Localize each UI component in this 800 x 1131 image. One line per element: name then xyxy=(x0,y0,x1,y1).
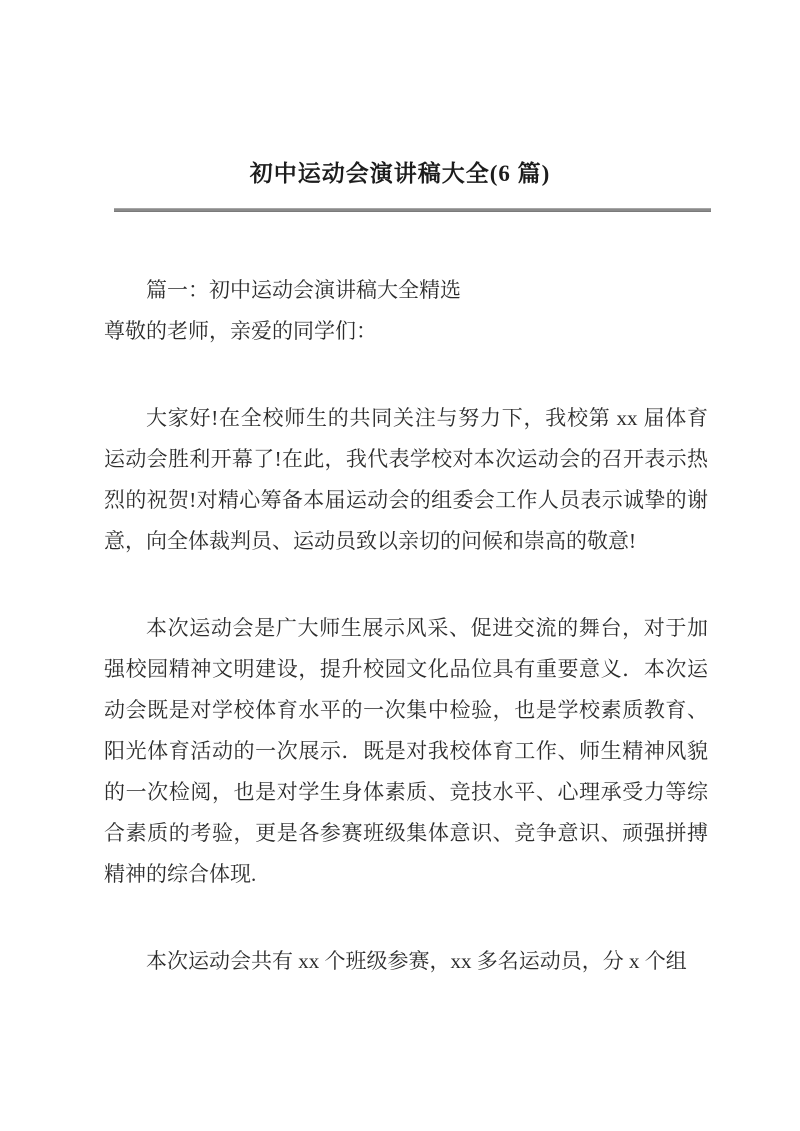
horizontal-rule xyxy=(114,208,711,212)
document-body xyxy=(104,270,708,982)
paragraph-participants: 本次运动会共有 xx 个班级参赛，xx 多名运动员，分 x 个组 xyxy=(146,949,687,973)
paragraph-opening: 大家好!在全校师生的共同关注与努力下，我校第 xx 届体育运动会胜利开幕了!在此，我代表学校对本次运动会的召开表示热烈的祝贺!对精心筹备本届运动会的组委会工作人员表示诚挚的谢意，向全体裁判员、运动员致以亲切的问候和崇高的敬意! xyxy=(104,406,708,553)
salutation-line: 尊敬的老师，亲爱的同学们： xyxy=(104,319,377,343)
paragraph-significance: 本次运动会是广大师生展示风采、促进交流的舞台，对于加强校园精神文明建设，提升校园文化品位具有重要意义．本次运动会既是对学校体育水平的一次集中检验，也是学校素质教育、阳光体育活动的一次展示．既是对我校体育工作、师生精神风貌的一次检阅，也是对学生身体素质、竞技水平、心理承受力等综合素质的考验，更是各参赛班级集体意识、竞争意识、顽强拼搏精神的综合体现. xyxy=(104,616,708,886)
page-title: 初中运动会演讲稿大全(6 篇) xyxy=(249,161,551,186)
section-heading: 篇一：初中运动会演讲稿大全精选 xyxy=(146,278,461,302)
